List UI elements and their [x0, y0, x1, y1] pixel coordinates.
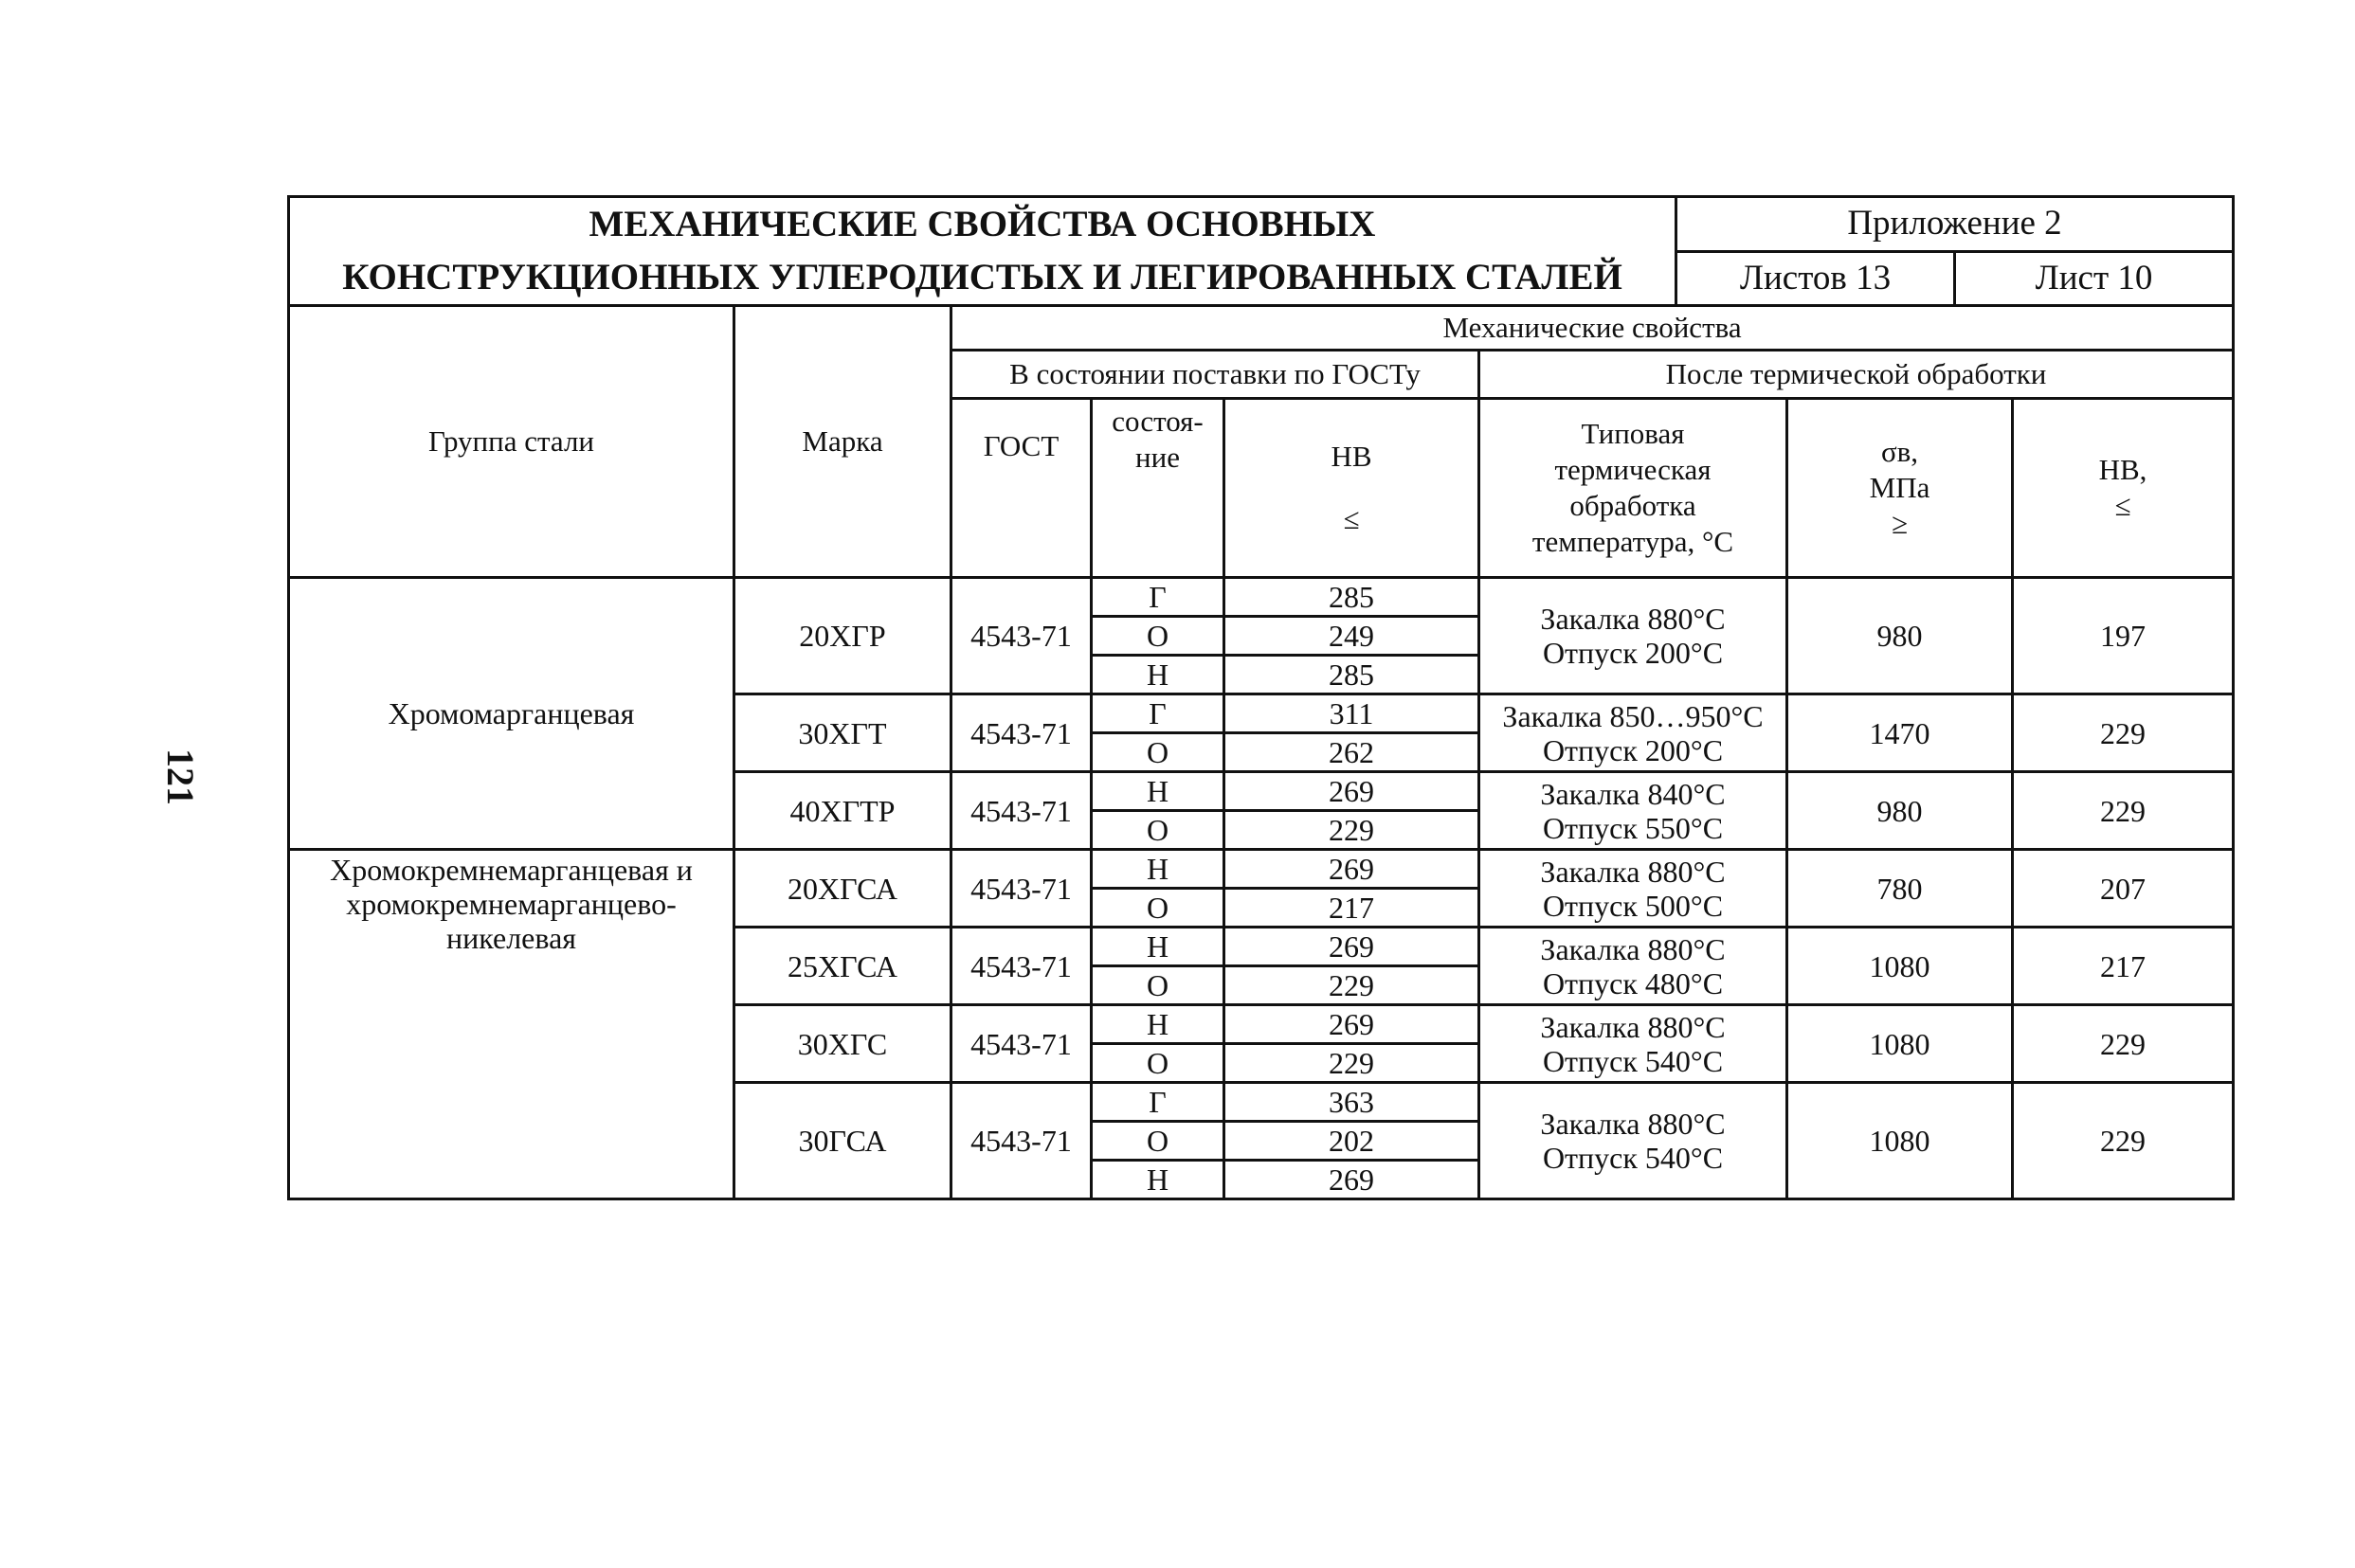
sigma-cell: 980: [1787, 578, 2013, 694]
treatment-quench: Закалка 840°С: [1540, 776, 1726, 811]
gost-cell: 4543-71: [951, 694, 1092, 772]
state-cell: Н: [1092, 1161, 1224, 1199]
hb2-header-line-2: ≤: [2114, 489, 2131, 522]
sigma-cell: 1080: [1787, 1083, 2013, 1199]
grade-cell: 20ХГСА: [734, 850, 951, 928]
treatment-temper: Отпуск 540°С: [1542, 1141, 1724, 1175]
treatment-temper: Отпуск 550°С: [1542, 810, 1724, 845]
hb2-cell: 197: [2013, 578, 2234, 694]
hb-cell: 269: [1224, 850, 1479, 889]
state-cell: О: [1092, 811, 1224, 850]
sigma-header-line-1: σв,: [1880, 435, 1919, 468]
hb-cell: 202: [1224, 1122, 1479, 1161]
treatment-cell: [1479, 850, 1787, 928]
treatment-temper: Отпуск 480°С: [1542, 965, 1724, 1000]
state-cell: Н: [1092, 850, 1224, 889]
hb2-cell: 229: [2013, 694, 2234, 772]
treat-header-line-3: обработка: [1569, 489, 1696, 522]
hb-cell: 285: [1224, 578, 1479, 617]
col-gost-header: ГОСТ: [951, 399, 1092, 578]
treatment-cell: [1479, 772, 1787, 850]
group-cell: [289, 850, 734, 1199]
hb-cell: 262: [1224, 733, 1479, 772]
grade-cell: 30ГСА: [734, 1083, 951, 1199]
treat-header-line-2: термическая: [1554, 453, 1712, 486]
col-delivery-header: В состоянии поставки по ГОСТу: [951, 351, 1479, 399]
treatment-cell: [1479, 928, 1787, 1005]
hb2-header-line-1: НВ,: [2098, 453, 2147, 486]
treatment-quench: Закалка 880°С: [1540, 1107, 1726, 1141]
state-cell: Г: [1092, 694, 1224, 733]
hb-header-le: ≤: [1343, 502, 1360, 535]
treatment-cell: [1479, 1005, 1787, 1083]
treatment-temper: Отпуск 500°С: [1542, 888, 1724, 923]
sigma-cell: 1080: [1787, 928, 2013, 1005]
state-cell: О: [1092, 889, 1224, 928]
state-cell: О: [1092, 966, 1224, 1005]
appendix-label: Приложение 2: [1676, 197, 2234, 252]
sigma-header-line-3: ≥: [1891, 507, 1908, 540]
treatment-quench: Закалка 880°С: [1540, 1009, 1726, 1044]
hb-cell: 229: [1224, 811, 1479, 850]
properties-table: [287, 304, 2235, 1200]
col-after-heat-header: После термической обработки: [1479, 351, 2234, 399]
state-cell: Н: [1092, 1005, 1224, 1044]
hb-cell: 269: [1224, 772, 1479, 811]
state-header-line-2: ние: [1135, 441, 1180, 474]
gost-cell: 4543-71: [951, 578, 1092, 694]
treat-header-line-1: Типовая: [1581, 417, 1685, 450]
sigma-cell: 1080: [1787, 1005, 2013, 1083]
treatment-temper: Отпуск 200°С: [1542, 636, 1724, 670]
title-block: [287, 195, 2235, 307]
group-cell: Хромомарганцевая: [289, 578, 734, 850]
sigma-header-line-2: МПа: [1869, 471, 1930, 504]
state-header-line-1: состоя-: [1112, 405, 1204, 438]
hb2-cell: 229: [2013, 1083, 2234, 1199]
state-cell: Н: [1092, 772, 1224, 811]
state-cell: Г: [1092, 1083, 1224, 1122]
col-group-header: Группа стали: [289, 306, 734, 578]
grade-cell: 30ХГС: [734, 1005, 951, 1083]
grade-cell: 30ХГТ: [734, 694, 951, 772]
state-cell: О: [1092, 617, 1224, 656]
hb-cell: 229: [1224, 966, 1479, 1005]
hb2-cell: 217: [2013, 928, 2234, 1005]
hb-cell: 311: [1224, 694, 1479, 733]
treatment-quench: Закалка 880°С: [1540, 854, 1726, 889]
gost-cell: 4543-71: [951, 850, 1092, 928]
hb-cell: 229: [1224, 1044, 1479, 1083]
col-state-header: [1092, 399, 1224, 578]
gost-cell: 4543-71: [951, 772, 1092, 850]
hb-cell: 269: [1224, 1005, 1479, 1044]
state-cell: Н: [1092, 656, 1224, 694]
group-name-line-2: хромокремнемарганцево-: [346, 887, 677, 921]
grade-cell: 40ХГТР: [734, 772, 951, 850]
state-cell: О: [1092, 733, 1224, 772]
group-name-line-1: Хромокремнемарганцевая и: [330, 853, 693, 887]
treatment-cell: [1479, 694, 1787, 772]
document-title: [289, 197, 1676, 306]
hb-cell: 249: [1224, 617, 1479, 656]
col-hb2-header: [2013, 399, 2234, 578]
hb-cell: 363: [1224, 1083, 1479, 1122]
page-number: 121: [159, 748, 202, 805]
table-row: [289, 850, 2234, 889]
state-cell: Н: [1092, 928, 1224, 966]
sheet-current: Лист 10: [1955, 251, 2234, 306]
title-line-1: МЕХАНИЧЕСКИЕ СВОЙСТВА ОСНОВНЫХ: [589, 204, 1376, 244]
hb-cell: 269: [1224, 928, 1479, 966]
grade-cell: 20ХГР: [734, 578, 951, 694]
hb-header-label: НВ: [1331, 440, 1372, 473]
treatment-cell: [1479, 578, 1787, 694]
treatment-quench: Закалка 850…950°С: [1502, 698, 1764, 733]
sheets-total: Листов 13: [1676, 251, 1955, 306]
col-grade-header: Марка: [734, 306, 951, 578]
gost-cell: 4543-71: [951, 928, 1092, 1005]
title-line-2: КОНСТРУКЦИОННЫХ УГЛЕРОДИСТЫХ И ЛЕГИРОВАННЫХ СТАЛЕЙ: [342, 257, 1622, 297]
hb-cell: 285: [1224, 656, 1479, 694]
document-sheet: [287, 195, 2232, 1200]
state-cell: О: [1092, 1044, 1224, 1083]
sigma-cell: 980: [1787, 772, 2013, 850]
table-row: [289, 578, 2234, 617]
col-treatment-header: [1479, 399, 1787, 578]
gost-cell: 4543-71: [951, 1005, 1092, 1083]
col-sigma-header: [1787, 399, 2013, 578]
grade-cell: 25ХГСА: [734, 928, 951, 1005]
gost-cell: 4543-71: [951, 1083, 1092, 1199]
sigma-cell: 780: [1787, 850, 2013, 928]
hb2-cell: 229: [2013, 1005, 2234, 1083]
hb2-cell: 229: [2013, 772, 2234, 850]
treatment-temper: Отпуск 200°С: [1542, 732, 1724, 767]
treatment-cell: [1479, 1083, 1787, 1199]
col-mech-props-header: Механические свойства: [951, 306, 2234, 351]
hb2-cell: 207: [2013, 850, 2234, 928]
treatment-quench: Закалка 880°С: [1540, 931, 1726, 966]
treat-header-line-4: температура, °С: [1531, 525, 1734, 558]
hb-cell: 269: [1224, 1161, 1479, 1199]
treatment-temper: Отпуск 540°С: [1542, 1043, 1724, 1078]
col-hb-header: [1224, 399, 1479, 578]
state-cell: Г: [1092, 578, 1224, 617]
hb-cell: 217: [1224, 889, 1479, 928]
group-name-line-3: никелевая: [446, 921, 576, 955]
state-cell: О: [1092, 1122, 1224, 1161]
treatment-quench: Закалка 880°С: [1540, 602, 1726, 636]
sigma-cell: 1470: [1787, 694, 2013, 772]
